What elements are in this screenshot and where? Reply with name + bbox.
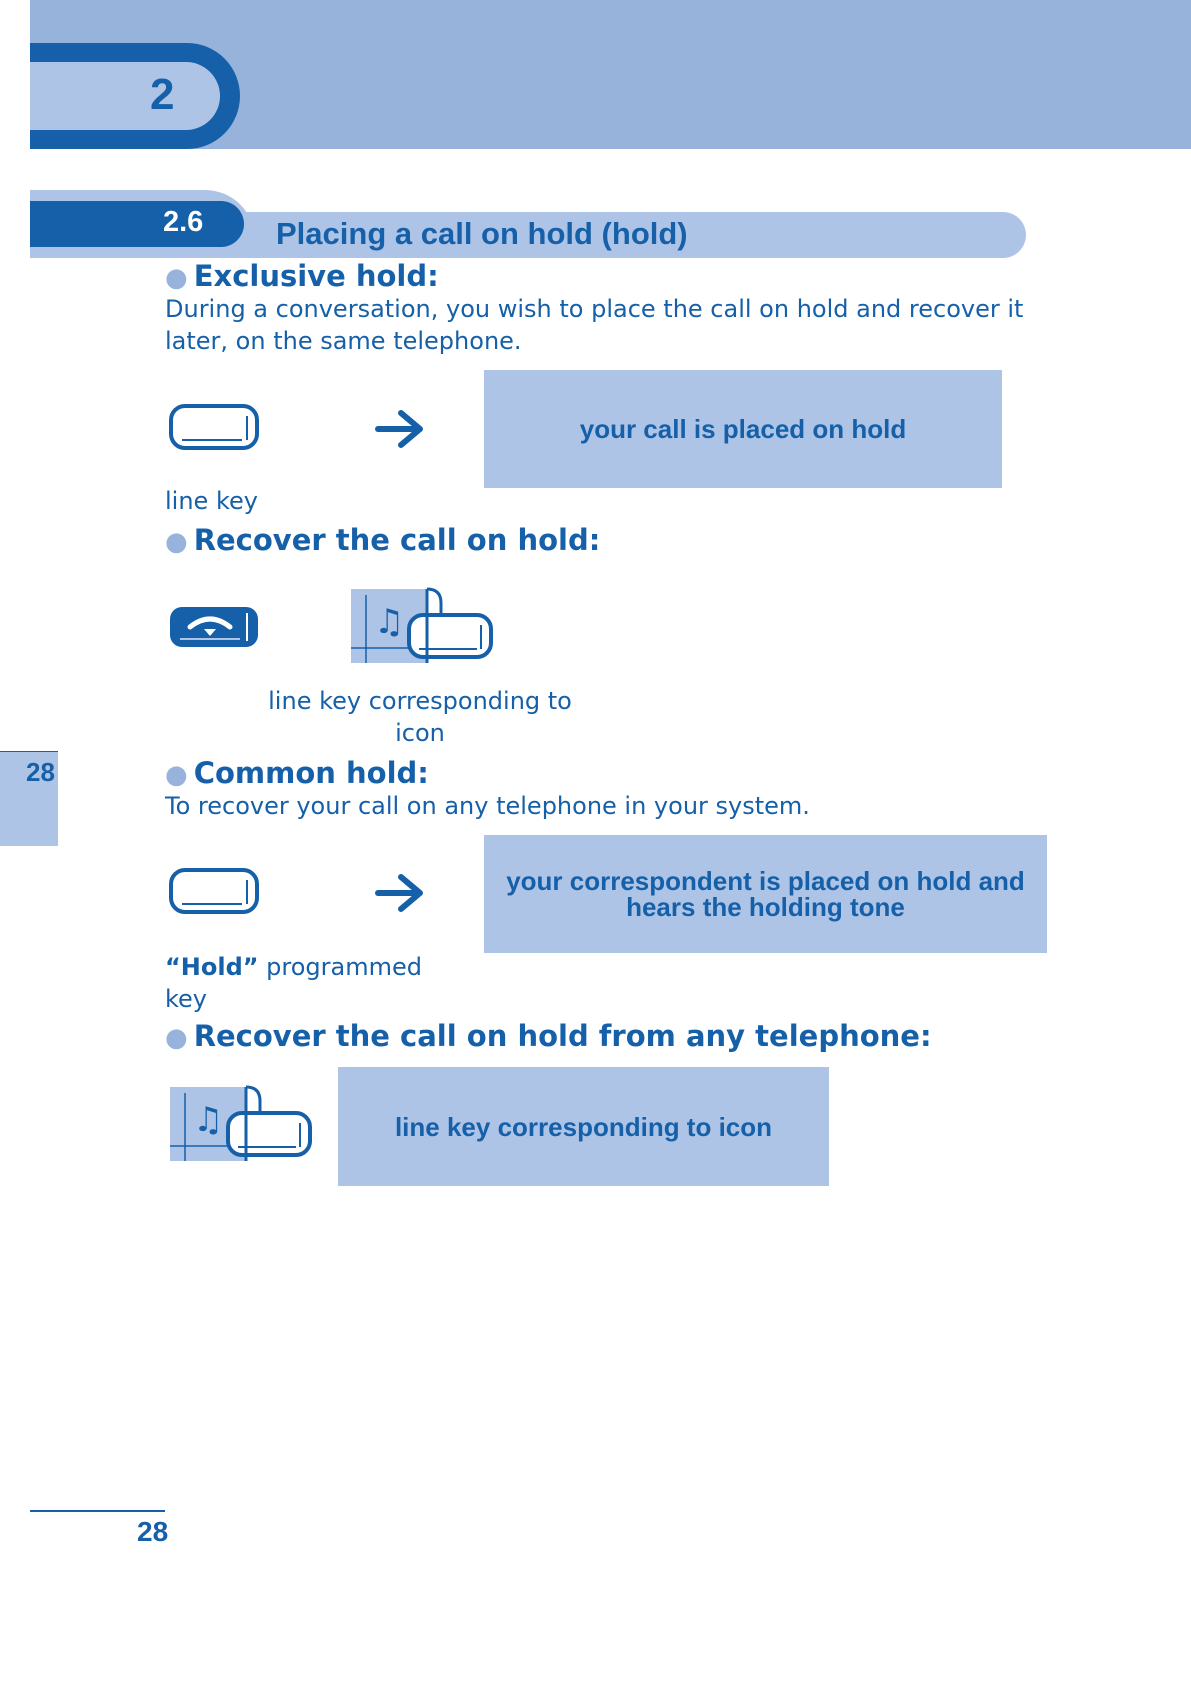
exclusive-hold-heading: ● Exclusive hold:: [165, 259, 439, 293]
common-hold-description: To recover your call on any telephone in your system.: [165, 792, 810, 820]
exclusive-hold-description: During a conversation, you wish to place the call on hold and recover it later, on the same telephone.: [165, 295, 1024, 355]
side-page-number: 28: [26, 757, 55, 787]
recover-any-heading: ● Recover the call on hold from any telephone:: [165, 1019, 932, 1053]
music-note-icon: ♫: [193, 1100, 224, 1140]
recover-any-result: line key corresponding to icon: [338, 1067, 829, 1186]
hold-key-icon[interactable]: [168, 867, 263, 917]
exclusive-hold-result: your call is placed on hold: [484, 370, 1002, 488]
hold-key-caption: “Hold” programmed key: [165, 953, 422, 1013]
recover-call-heading: ● Recover the call on hold:: [165, 523, 601, 557]
section-number-box: [30, 201, 244, 247]
bullet-icon: ●: [165, 760, 188, 790]
footer-divider: [30, 1510, 165, 1512]
chapter-tab-inner: [30, 62, 220, 130]
hang-up-key-icon[interactable]: [168, 603, 263, 653]
arrow-right-icon: [375, 872, 427, 914]
bullet-icon: ●: [165, 527, 188, 557]
arrow-right-icon: [375, 408, 427, 450]
section-number: 2.6: [163, 206, 204, 238]
recover-call-caption: line key corresponding to icon: [268, 687, 572, 747]
line-key-icon[interactable]: [168, 403, 263, 453]
line-key-caption: line key: [165, 487, 258, 515]
footer-page-number: 28: [137, 1516, 169, 1547]
chapter-number: 2: [150, 70, 175, 119]
side-tab-divider: [0, 751, 58, 752]
bullet-icon: ●: [165, 1023, 188, 1053]
music-note-line-key-icon[interactable]: [349, 587, 497, 667]
common-hold-heading: ● Common hold:: [165, 756, 429, 790]
section-title: Placing a call on hold (hold): [276, 216, 688, 251]
music-note-icon: ♫: [374, 602, 405, 642]
bullet-icon: ●: [165, 263, 188, 293]
common-hold-result: your correspondent is placed on hold and hears the holding tone: [484, 835, 1047, 953]
music-note-line-key-icon[interactable]: [168, 1085, 316, 1165]
